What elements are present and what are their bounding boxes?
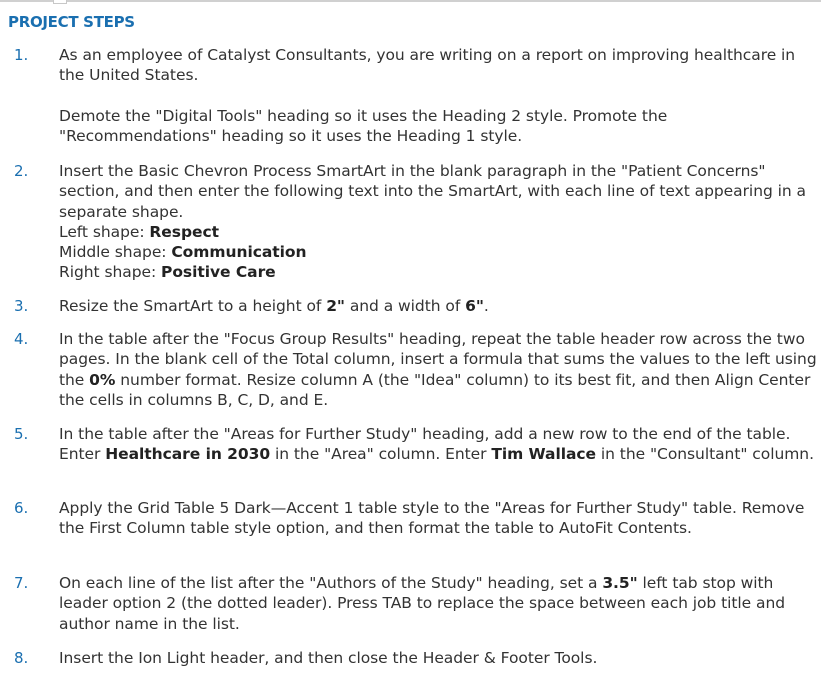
text-run: In the table after the "Focus Group Results" heading, repeat the table header row across the two pages. In the blank cell of the Total column, insert a formula that sums the values to the left using the — [59, 330, 817, 389]
shape-value: Respect — [149, 222, 219, 241]
top-tab-marker — [53, 0, 67, 4]
height-value: 2" — [326, 297, 345, 315]
step-text — [59, 45, 817, 146]
step-text — [59, 296, 817, 316]
text-run: On each line of the list after the "Authors of the Study" heading, set a — [59, 574, 603, 592]
step-number: 1. — [14, 46, 29, 64]
paragraph-gap — [59, 86, 817, 106]
shape-label: Middle shape: — [59, 243, 172, 262]
shape-value: Positive Care — [161, 263, 276, 282]
consultant-value: Tim Wallace — [491, 445, 597, 464]
step-number: 6. — [14, 499, 29, 517]
step-paragraph — [59, 329, 817, 410]
step-number: 7. — [14, 574, 29, 592]
step-paragraph — [59, 573, 817, 634]
step-paragraph: Apply the Grid Table 5 Dark—Accent 1 table style to the "Areas for Further Study" table. Remove the First Column table style option, and then format the table to AutoFit Contents. — [59, 499, 805, 538]
step-number: 2. — [14, 162, 29, 180]
text-run: left tab stop with leader option 2 (the dotted leader). Press TAB to replace the space between each job title and author name in the list. — [59, 574, 786, 633]
step-paragraph — [59, 424, 817, 465]
step-text — [59, 424, 817, 465]
right-shape-line — [59, 262, 817, 282]
middle-shape-line — [59, 242, 817, 262]
step-number: 5. — [14, 425, 29, 443]
step-text — [59, 161, 817, 283]
top-border — [0, 0, 821, 2]
step-text — [59, 648, 817, 668]
step-paragraph: Demote the "Digital Tools" heading so it uses the Heading 2 style. Promote the "Recommendations" heading so it uses the Heading 1 style. — [59, 106, 668, 145]
shape-label: Right shape: — [59, 263, 162, 282]
step-text — [59, 573, 817, 634]
width-value: 6" — [465, 297, 484, 315]
text-run: in the "Area" column. Enter — [270, 445, 492, 464]
step-paragraph: As an employee of Catalyst Consultants, you are writing on a report on improving healthcare in the United States. — [59, 46, 796, 85]
text-run: In the table after the "Areas for Further Study" heading, add a new row to the end of the table. Enter — [59, 425, 791, 464]
step-paragraph: Insert the Ion Light header, and then close the Header & Footer Tools. — [59, 649, 598, 667]
text-run: in the "Consultant" column. — [596, 445, 814, 464]
shape-label: Left shape: — [59, 222, 150, 241]
area-value: Healthcare in 2030 — [105, 445, 271, 464]
left-shape-line — [59, 222, 817, 242]
text-run: number format. Resize column A (the "Idea" column) to its best fit, and then Align Center the cells in columns B, C, D, and E. — [59, 370, 811, 409]
step-text — [59, 498, 817, 539]
step-number: 8. — [14, 649, 29, 667]
step-number: 3. — [14, 297, 29, 315]
text-run: Resize the SmartArt to a height of — [59, 297, 327, 315]
shape-value: Communication — [171, 243, 307, 262]
text-run: and a width of — [344, 297, 466, 315]
step-number: 4. — [14, 330, 29, 348]
text-run: . — [483, 297, 489, 315]
step-text — [59, 329, 817, 410]
page-title: PROJECT STEPS — [8, 13, 135, 31]
number-format: 0% — [89, 370, 116, 389]
tab-stop-value: 3.5" — [602, 574, 638, 592]
step-paragraph — [59, 296, 817, 316]
step-paragraph: Insert the Basic Chevron Process SmartArt in the blank paragraph in the "Patient Concerns" section, and then enter the following text into the SmartArt, with each line of text appearing in a separate shape. — [59, 162, 806, 221]
